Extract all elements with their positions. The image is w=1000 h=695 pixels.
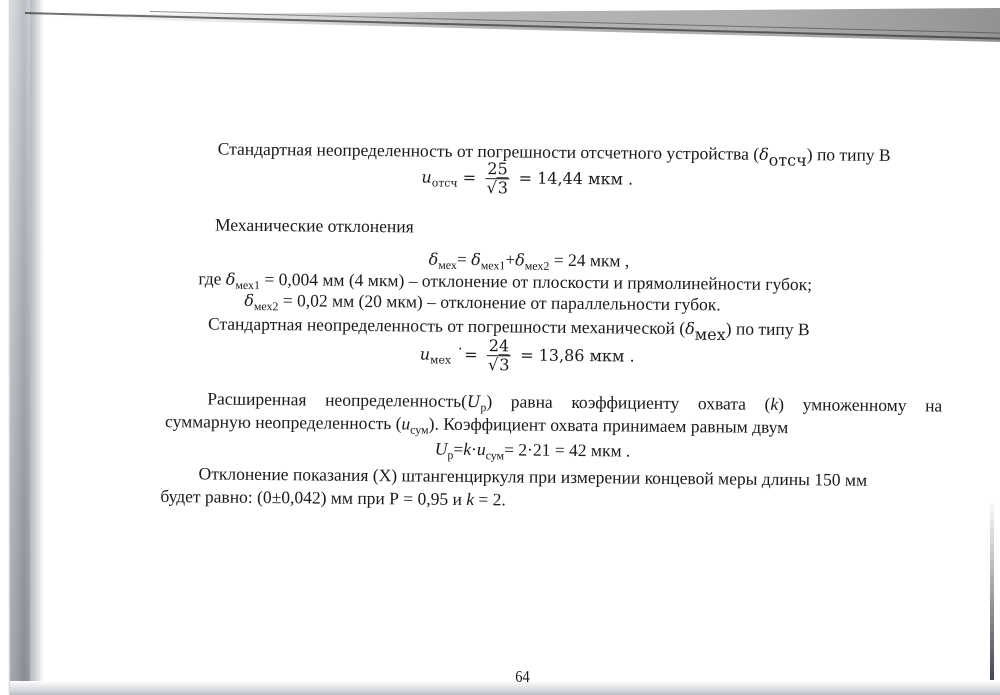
equals-sign: ˙= [456, 344, 478, 365]
delta-symbol: δ [244, 290, 255, 310]
text: Механические отклонения [214, 214, 414, 237]
equals-sign: = [456, 248, 472, 269]
paragraph-deviation-line1 [199, 465, 868, 489]
sqrt-icon: √ [487, 355, 499, 375]
text: ) [486, 391, 493, 412]
subscript: мех2 [524, 258, 550, 273]
equals-sign: = [453, 438, 464, 459]
text: ) [778, 393, 785, 415]
page-number: 64 [515, 667, 530, 686]
delta-symbol: δ [515, 250, 525, 270]
variable-u: u [476, 439, 486, 460]
subscript: р [447, 447, 454, 462]
scan-right-edge [990, 500, 994, 680]
result: = 24 мкм , [549, 249, 630, 271]
delta-symbol: δ [759, 144, 769, 164]
denominator [485, 179, 510, 196]
text: будет равно: (0±0,042) мм при Р = 0,95 и [160, 486, 467, 509]
variable-U: U [466, 391, 481, 412]
text: Стандартная неопределенность от погрешности отсчетного устройства ( [217, 138, 760, 164]
text: ( [764, 393, 771, 414]
fraction [485, 161, 510, 196]
fraction [487, 338, 512, 373]
formula-u-otsch [421, 161, 633, 198]
delta-symbol: δ [225, 269, 236, 289]
text: охвата [697, 393, 747, 414]
equals-sign: = [462, 167, 477, 188]
subscript: сум [485, 448, 505, 463]
delta-symbol: δ [428, 249, 439, 269]
subscript: мех2 [253, 299, 279, 314]
text: где [198, 268, 226, 289]
text: ) по типу В [725, 318, 810, 340]
subscript: мех [694, 324, 726, 345]
text [764, 393, 785, 417]
text: умноженному [802, 394, 907, 416]
text: коэффициенту [571, 391, 680, 413]
text [325, 389, 493, 415]
text: суммарную неопределенность ( [165, 411, 402, 434]
variable-k: k [466, 488, 475, 510]
delta-symbol: δ [471, 249, 481, 270]
result: = 2·21 = 42 мкм . [504, 439, 631, 461]
text: на [925, 395, 943, 416]
numerator: 24 [487, 338, 512, 356]
delta-symbol: δ [685, 319, 695, 339]
subscript: р [480, 400, 487, 415]
formula-u-mech [420, 338, 635, 375]
formula-expanded-uncertainty [434, 438, 631, 464]
text: ) по типу В [806, 144, 891, 166]
text: Расширенная [207, 388, 307, 410]
text: неопределенность( [325, 389, 468, 411]
variable-u: u [421, 167, 432, 187]
sqrt-argument: 3 [497, 178, 509, 198]
text: = 0,004 мм (4 мкм) – отклонение от плоскости и прямолинейности губок; [259, 268, 813, 295]
variable-k: k [770, 393, 779, 414]
text: равна [510, 391, 553, 412]
subscript: отсч [431, 176, 458, 190]
subscript: мех [438, 257, 457, 273]
sqrt-icon: √ [486, 178, 497, 198]
denominator [487, 356, 512, 373]
scan-left-edge [0, 0, 44, 695]
subscript: мех [429, 353, 452, 367]
paragraph-deviation-line2 [160, 488, 506, 509]
text: = 0,02 мм (20 мкм) – отклонение от параллельности губок. [278, 290, 721, 315]
paragraph-mechanical-deviations [214, 214, 414, 237]
text: ). Коэффициент охвата принимаем равным двум [428, 413, 789, 438]
result: = 14,44 мкм . [518, 168, 634, 189]
numerator: 25 [485, 161, 510, 179]
plus-sign: + [505, 249, 516, 270]
subscript: мех1 [235, 277, 261, 293]
variable-u: u [401, 413, 411, 434]
paragraph-expanded-uncertainty-line2 [165, 413, 788, 440]
scan-bottom-edge [10, 681, 1000, 695]
result: = 13,86 мкм . [520, 345, 635, 366]
multiply-dot: · [471, 439, 478, 460]
subscript: мех1 [480, 258, 506, 273]
sqrt-argument: 3 [499, 355, 510, 375]
text: Стандартная неопределенность от погрешности механической ( [207, 313, 686, 339]
variable-U: U [434, 438, 448, 459]
text: Отклонение показания (X) штангенциркуля при измерении концевой меры длины 150 мм [198, 463, 868, 490]
subscript: сум [410, 422, 429, 437]
variable-k: k [463, 438, 472, 460]
variable-u: u [419, 344, 431, 364]
text: = 2. [474, 489, 506, 510]
subscript: отсч [768, 150, 807, 170]
